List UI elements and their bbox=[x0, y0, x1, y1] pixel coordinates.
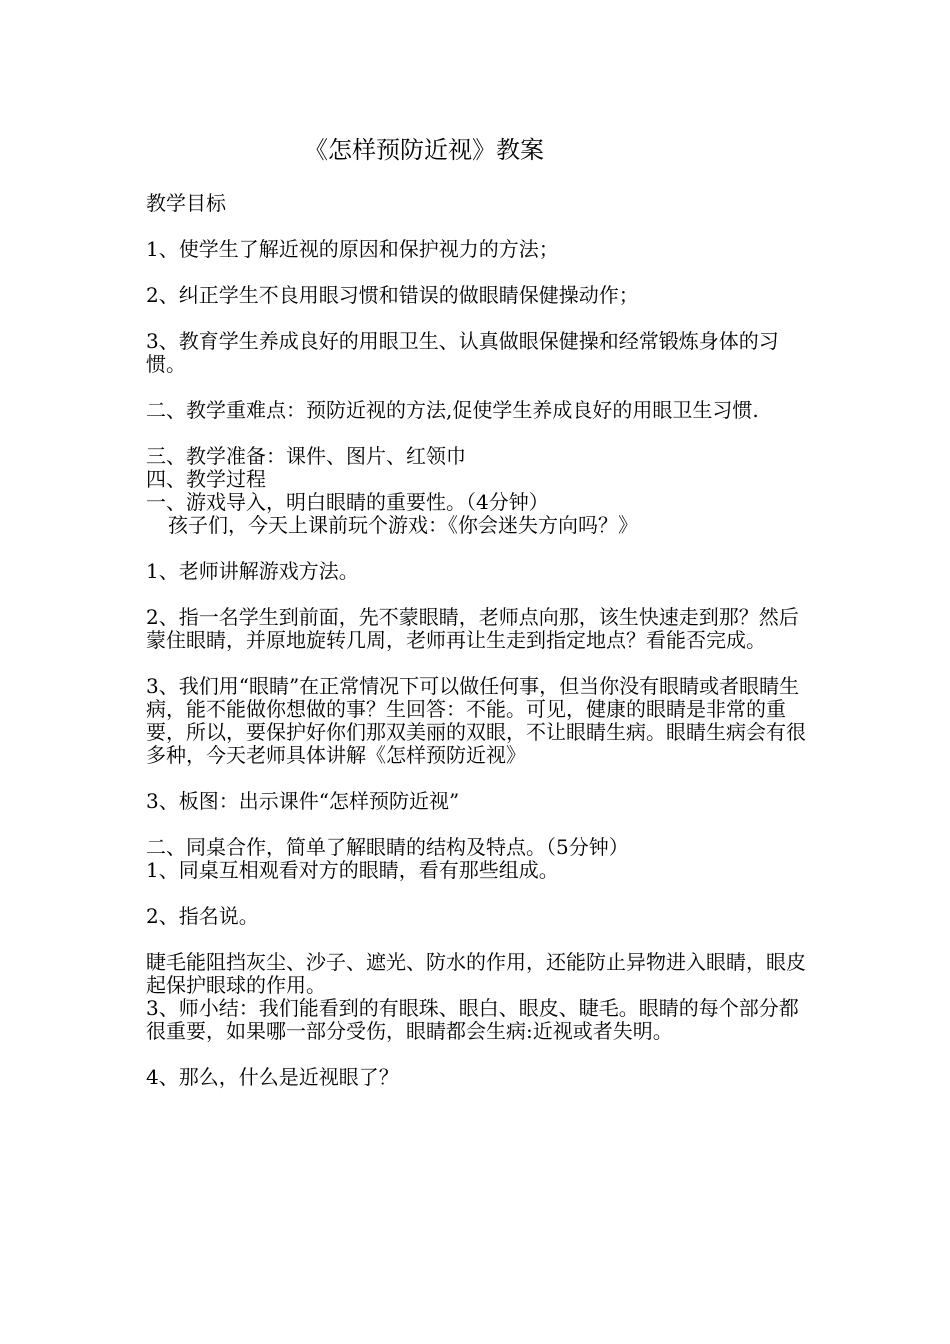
step-heading-eye-structure: 二、同桌合作，简单了解眼睛的结构及特点。（5分钟） bbox=[146, 835, 629, 859]
objective-item-2: 2、纠正学生不良用眼习惯和错误的做眼睛保健操动作； bbox=[146, 283, 639, 307]
eye-step-4-question: 4、那么，什么是近视眼了？ bbox=[146, 1065, 399, 1089]
document-title: 《怎样预防近视》教案 bbox=[304, 136, 544, 164]
eyelash-paragraph: 睫毛能阻挡灰尘、沙子、遮光、防水的作用，还能防止异物进入眼睛，眼皮起保护眼球的作用。 bbox=[146, 950, 806, 997]
objective-item-3: 3、教育学生养成良好的用眼卫生、认真做眼保健操和经常锻炼身体的习惯。 bbox=[146, 329, 779, 376]
game-step-1: 1、老师讲解游戏方法。 bbox=[146, 559, 359, 583]
game-step-2: 2、指一名学生到前面，先不蒙眼睛，老师点向那，该生快速走到那？然后蒙住眼睛，并原地旋转几周，老师再让生走到指定地点？看能否完成。 bbox=[146, 605, 799, 652]
eye-step-2: 2、指名说。 bbox=[146, 904, 259, 928]
objective-item-1: 1、使学生了解近视的原因和保护视力的方法； bbox=[146, 237, 559, 261]
step-heading-game: 一、游戏导入，明白眼睛的重要性。（4分钟） bbox=[146, 490, 549, 514]
document-body bbox=[146, 192, 810, 1089]
game-step-board: 3、板图：出示课件“怎样预防近视” bbox=[146, 789, 460, 813]
section-heading-objectives: 教学目标 bbox=[146, 191, 226, 215]
eye-step-3-summary: 3、师小结：我们能看到的有眼珠、眼白、眼皮、睫毛。眼睛的每个部分都很重要，如果哪一部分受伤，眼睛都会生病:近视或者失明。 bbox=[146, 996, 799, 1043]
game-step-3: 3、我们用“眼睛”在正常情况下可以做任何事，但当你没有眼睛或者眼睛生病，能不能做你想做的事？生回答：不能。可见，健康的眼睛是非常的重要，所以，要保护好你们那双美丽的双眼，不让眼睛生病。眼睛生病会有很多种，今天老师具体讲解《怎样预防近视》 bbox=[146, 674, 806, 767]
preparation-paragraph: 三、教学准备：课件、图片、红领巾 bbox=[146, 444, 466, 468]
key-points-paragraph: 二、教学重难点：预防近视的方法,促使学生养成良好的用眼卫生习惯. bbox=[146, 398, 759, 422]
section-heading-process: 四、教学过程 bbox=[146, 467, 266, 491]
game-intro-paragraph: 孩子们，今天上课前玩个游戏：《你会迷失方向吗？》 bbox=[168, 513, 638, 537]
eye-step-1: 1、同桌互相观看对方的眼睛，看有那些组成。 bbox=[146, 858, 559, 882]
